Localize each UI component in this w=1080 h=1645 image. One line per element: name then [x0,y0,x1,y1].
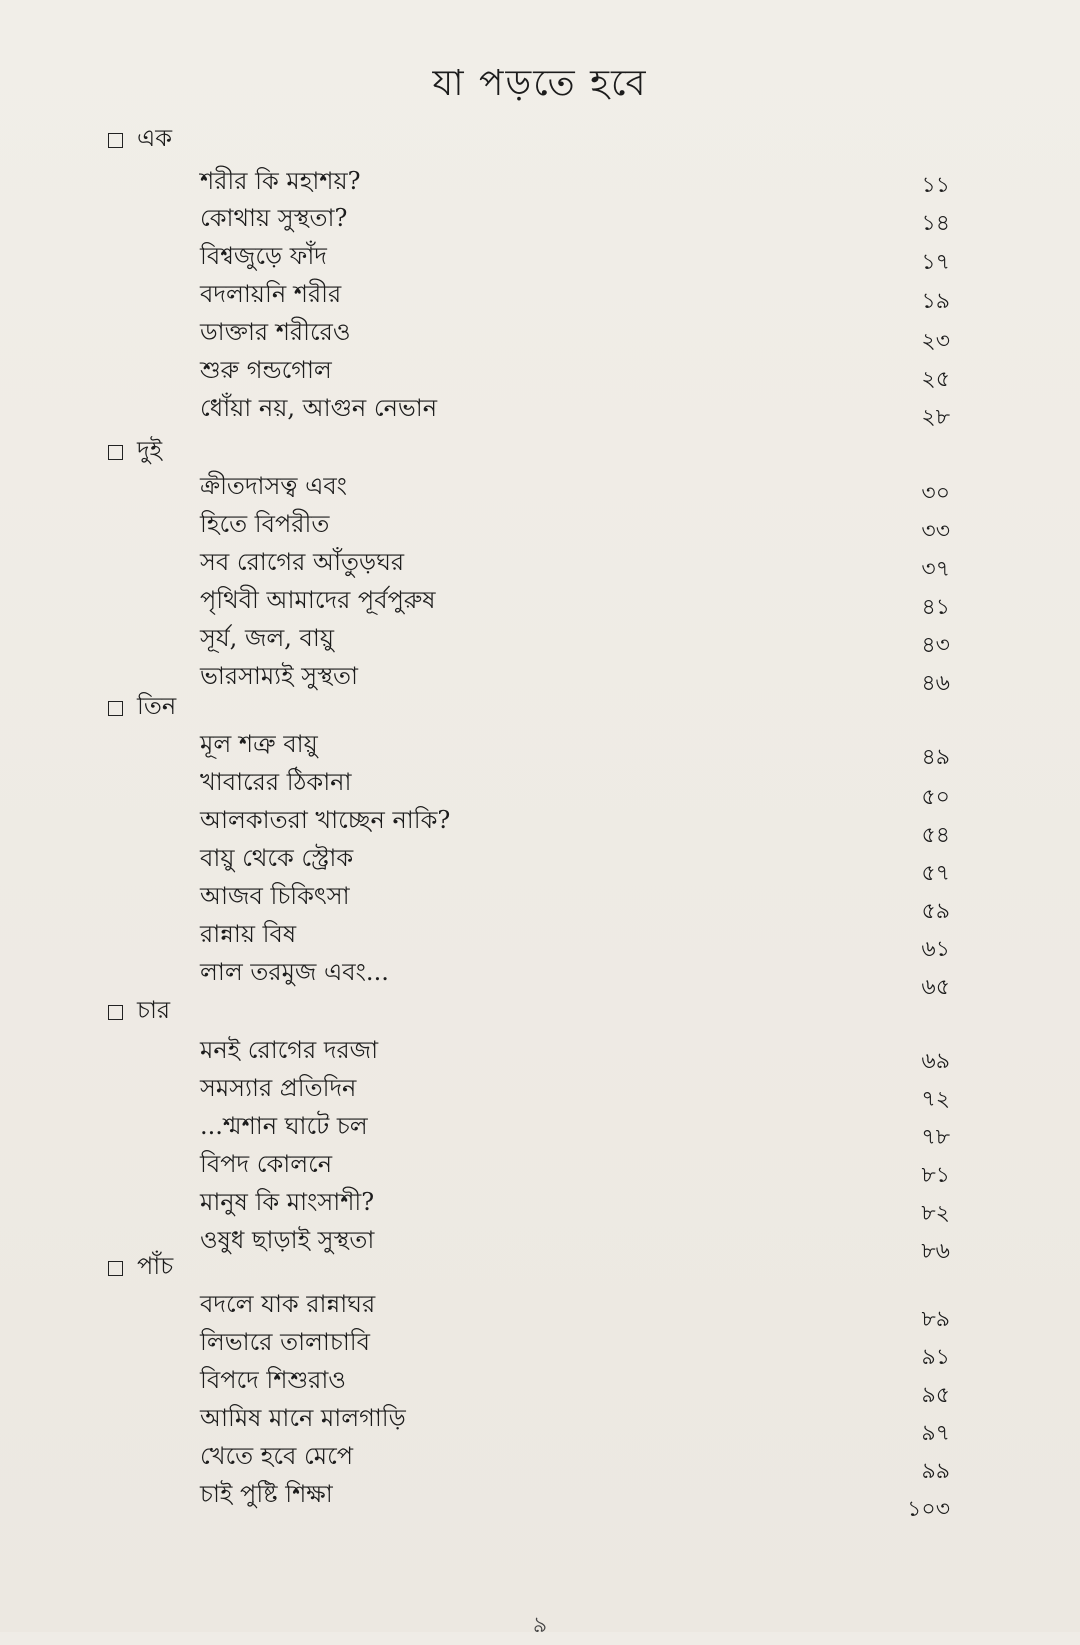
toc-entry-page: ৮৬ [921,1239,950,1264]
toc-entry-title: ধোঁয়া নয়, আগুন নেভান [200,394,438,422]
toc-entry-title: ...শ্মশান ঘাটে চল [200,1112,368,1140]
toc-entry-title: খেতে হবে মেপে [200,1442,354,1470]
toc-entry-title: হিতে বিপরীত [200,510,330,538]
toc-entry-title: মনই রোগের দরজা [200,1036,379,1064]
toc-entry-title: বায়ু থেকে স্ট্রোক [200,844,354,872]
toc-entry-page: ১৯ [921,289,950,314]
toc-entry-title: কোথায় সুস্থতা? [200,204,348,232]
toc-entry-page: ২৩ [921,329,950,354]
toc-entry-page: ৫০ [921,785,950,810]
section-label: দুই [137,436,163,464]
checkbox-icon [108,701,123,716]
toc-entry-title: সূর্য, জল, বায়ু [200,624,335,652]
toc-entry-page: ২৮ [921,405,950,430]
toc-entry-title: আলকাতরা খাচ্ছেন নাকি? [200,806,451,834]
section-label: চার [137,996,171,1024]
section-heading [108,688,176,728]
toc-entry-page: ৬৫ [921,975,950,1000]
checkbox-icon [108,445,123,460]
toc-entry-page: ৯৯ [921,1459,950,1484]
toc-entry-title: মূল শত্রু বায়ু [200,730,318,758]
page-number-footer: ৯ [532,1613,548,1638]
toc-entry-page: ৫৯ [921,899,950,924]
toc-entry-title: আজব চিকিৎসা [200,882,350,910]
toc-entry-title: লাল তরমুজ এবং... [200,958,389,986]
toc-entry-title: সব রোগের আঁতুড়ঘর [200,548,405,576]
toc-entry-title: খাবারের ঠিকানা [200,768,352,796]
toc-entry-page: ১১ [921,173,950,198]
toc-entry-page: ২৫ [921,367,950,392]
toc-entry-title: শরীর কি মহাশয়? [200,167,361,195]
section-heading [108,120,172,160]
checkbox-icon [108,1261,123,1276]
toc-entry-page: ৮৯ [921,1307,950,1332]
toc-entry-title: সমস্যার প্রতিদিন [200,1074,357,1102]
toc-entry-title: বিপদে শিশুরাও [200,1366,346,1394]
toc-entry-page: ১৭ [921,250,950,275]
toc-entry-page: ৬১ [921,937,950,962]
toc-entry-page: ১০৩ [907,1497,950,1522]
toc-entry-page: ৪৩ [921,633,950,658]
toc-entry-page: ৩০ [921,481,950,506]
toc-entry-page: ৪৬ [921,671,950,696]
toc-entry-title: বদলে যাক রান্নাঘর [200,1290,376,1318]
toc-entry-title: আমিষ মানে মালগাড়ি [200,1404,406,1432]
toc-entry-title: বিশ্বজুড়ে ফাঁদ [200,242,327,270]
section-heading [108,1248,173,1288]
toc-entry-page: ৫৭ [921,861,950,886]
toc-entry-page: ৯১ [921,1345,950,1370]
toc-entry-page: ৩৩ [921,519,950,544]
toc-entry-title: পৃথিবী আমাদের পূর্বপুরুষ [200,586,436,614]
toc-entry-page: ৪৯ [921,745,950,770]
section-label: পাঁচ [137,1252,174,1280]
toc-entry-page: ৭৮ [921,1125,950,1150]
toc-entry-title: ডাক্তার শরীরেও [200,318,351,346]
toc-entry-title: বিপদ কোলনে [200,1150,333,1178]
toc-entry-page: ১৪ [921,211,950,236]
toc-entry-page: ৬৯ [921,1049,950,1074]
toc-entry-page: ৮২ [921,1201,950,1226]
toc-entry-page: ৫৪ [921,823,950,848]
toc-entry-page: ৭২ [921,1087,950,1112]
checkbox-icon [108,133,123,148]
toc-entry-title: শুরু গন্ডগোল [200,356,332,384]
toc-entry-title: ক্রীতদাসত্ব এবং [200,472,348,500]
section-label: এক [137,124,173,152]
toc-entry-page: ৩৭ [921,557,950,582]
toc-entry-page: ৮১ [921,1163,950,1188]
toc-entry-title: ভারসাম্যই সুস্থতা [200,662,358,690]
toc-entry-page: ৪১ [921,595,950,620]
section-heading [108,992,170,1032]
toc-entry-title: লিভারে তালাচাবি [200,1328,371,1356]
toc-entry-title: ওষুধ ছাড়াই সুস্থতা [200,1226,375,1254]
checkbox-icon [108,1005,123,1020]
toc-entry-title: রান্নায় বিষ [200,920,297,948]
page-title: যা পড়তে হবে [432,63,648,104]
section-heading [108,432,162,472]
toc-entry-title: মানুষ কি মাংসাশী? [200,1188,375,1216]
toc-entry-page: ৯৭ [921,1421,950,1446]
toc-entry-page: ৯৫ [921,1383,950,1408]
toc-entry-title: বদলায়নি শরীর [200,280,342,308]
toc-entry-title: চাই পুষ্টি শিক্ষা [200,1480,333,1508]
section-label: তিন [137,692,177,720]
